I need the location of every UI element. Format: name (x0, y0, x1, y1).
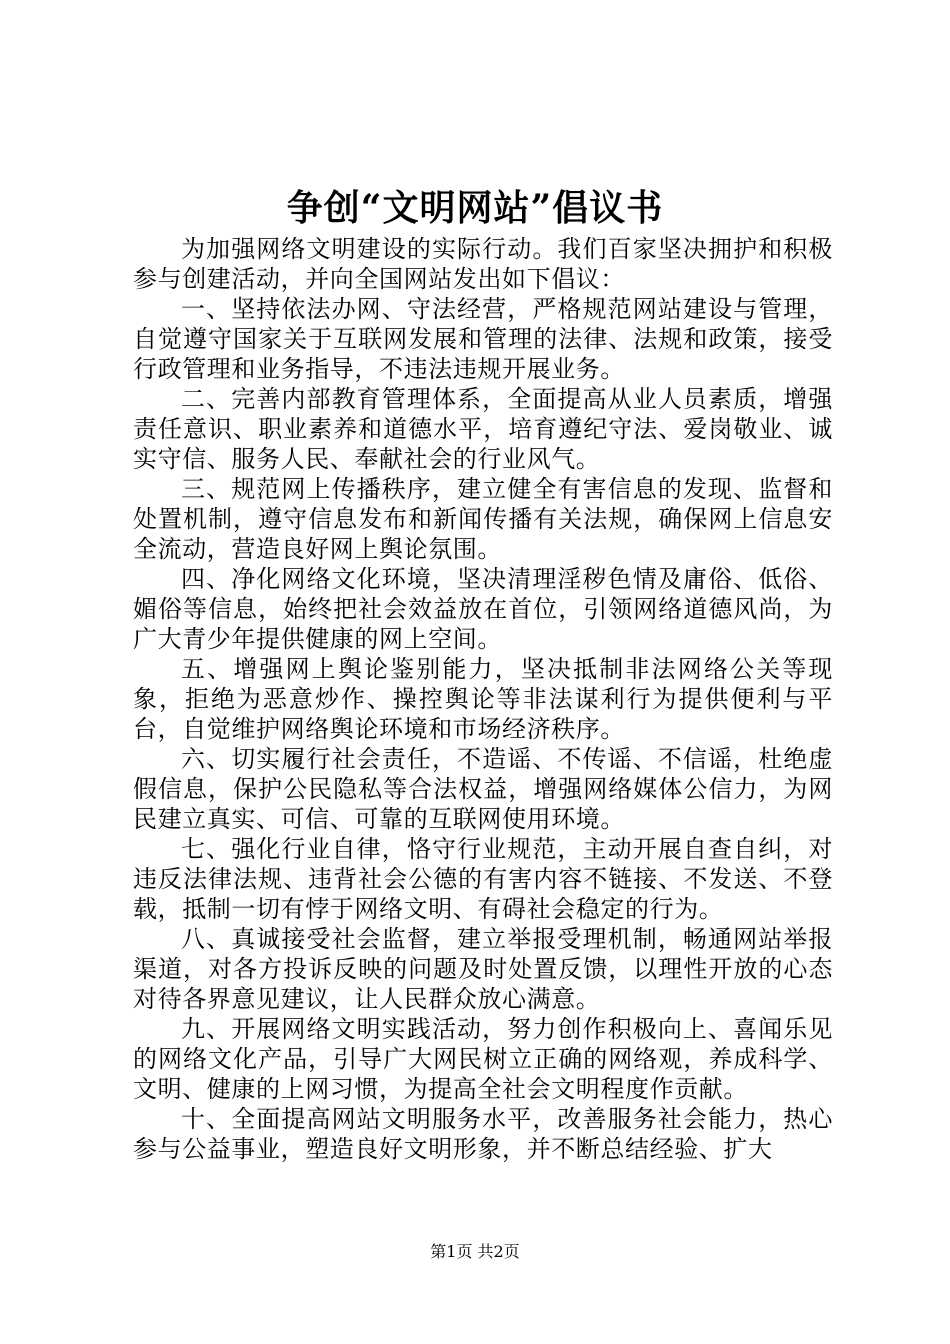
paragraph-item-1: 一、坚持依法办网、守法经营，严格规范网站建设与管理，自觉遵守国家关于互联网发展和管理的法律、法规和政策，接受行政管理和业务指导，不违法违规开展业务。 (133, 295, 833, 383)
paragraph-item-7: 七、强化行业自律，恪守行业规范，主动开展自查自纠，对违反法律法规、违背社会公德的有害内容不链接、不发送、不登载，抵制一切有悖于网络文明、有碍社会稳定的行为。 (133, 835, 833, 923)
paragraph-item-3: 三、规范网上传播秩序，建立健全有害信息的发现、监督和处置机制，遵守信息发布和新闻传播有关法规，确保网上信息安全流动，营造良好网上舆论氛围。 (133, 475, 833, 563)
paragraph-item-9: 九、开展网络文明实践活动，努力创作积极向上、喜闻乐见的网络文化产品，引导广大网民树立正确的网络观，养成科学、文明、健康的上网习惯，为提高全社会文明程度作贡献。 (133, 1015, 833, 1103)
paragraph-item-2: 二、完善内部教育管理体系，全面提高从业人员素质，增强责任意识、职业素养和道德水平，培育遵纪守法、爱岗敬业、诚实守信、服务人民、奉献社会的行业风气。 (133, 385, 833, 473)
paragraph-item-8: 八、真诚接受社会监督，建立举报受理机制，畅通网站举报渠道，对各方投诉反映的问题及时处置反馈，以理性开放的心态对待各界意见建议，让人民群众放心满意。 (133, 925, 833, 1013)
paragraph-item-10: 十、全面提高网站文明服务水平，改善服务社会能力，热心参与公益事业，塑造良好文明形象，并不断总结经验、扩大 (133, 1105, 833, 1163)
paragraph-item-4: 四、净化网络文化环境，坚决清理淫秽色情及庸俗、低俗、媚俗等信息，始终把社会效益放在首位，引领网络道德风尚，为广大青少年提供健康的网上空间。 (133, 565, 833, 653)
paragraph-intro: 为加强网络文明建设的实际行动。我们百家坚决拥护和积极参与创建活动，并向全国网站发出如下倡议： (133, 235, 833, 293)
page-footer: 第1页 共2页 (430, 1242, 520, 1261)
document-body (133, 234, 833, 1164)
paragraph-item-6: 六、切实履行社会责任，不造谣、不传谣、不信谣，杜绝虚假信息，保护公民隐私等合法权益，增强网络媒体公信力，为网民建立真实、可信、可靠的互联网使用环境。 (133, 745, 833, 833)
paragraph-item-5: 五、增强网上舆论鉴别能力，坚决抵制非法网络公关等现象，拒绝为恶意炒作、操控舆论等非法谋利行为提供便利与平台，自觉维护网络舆论环境和市场经济秩序。 (133, 655, 833, 743)
document-title: 争创“文明网站”倡议书 (286, 187, 664, 229)
